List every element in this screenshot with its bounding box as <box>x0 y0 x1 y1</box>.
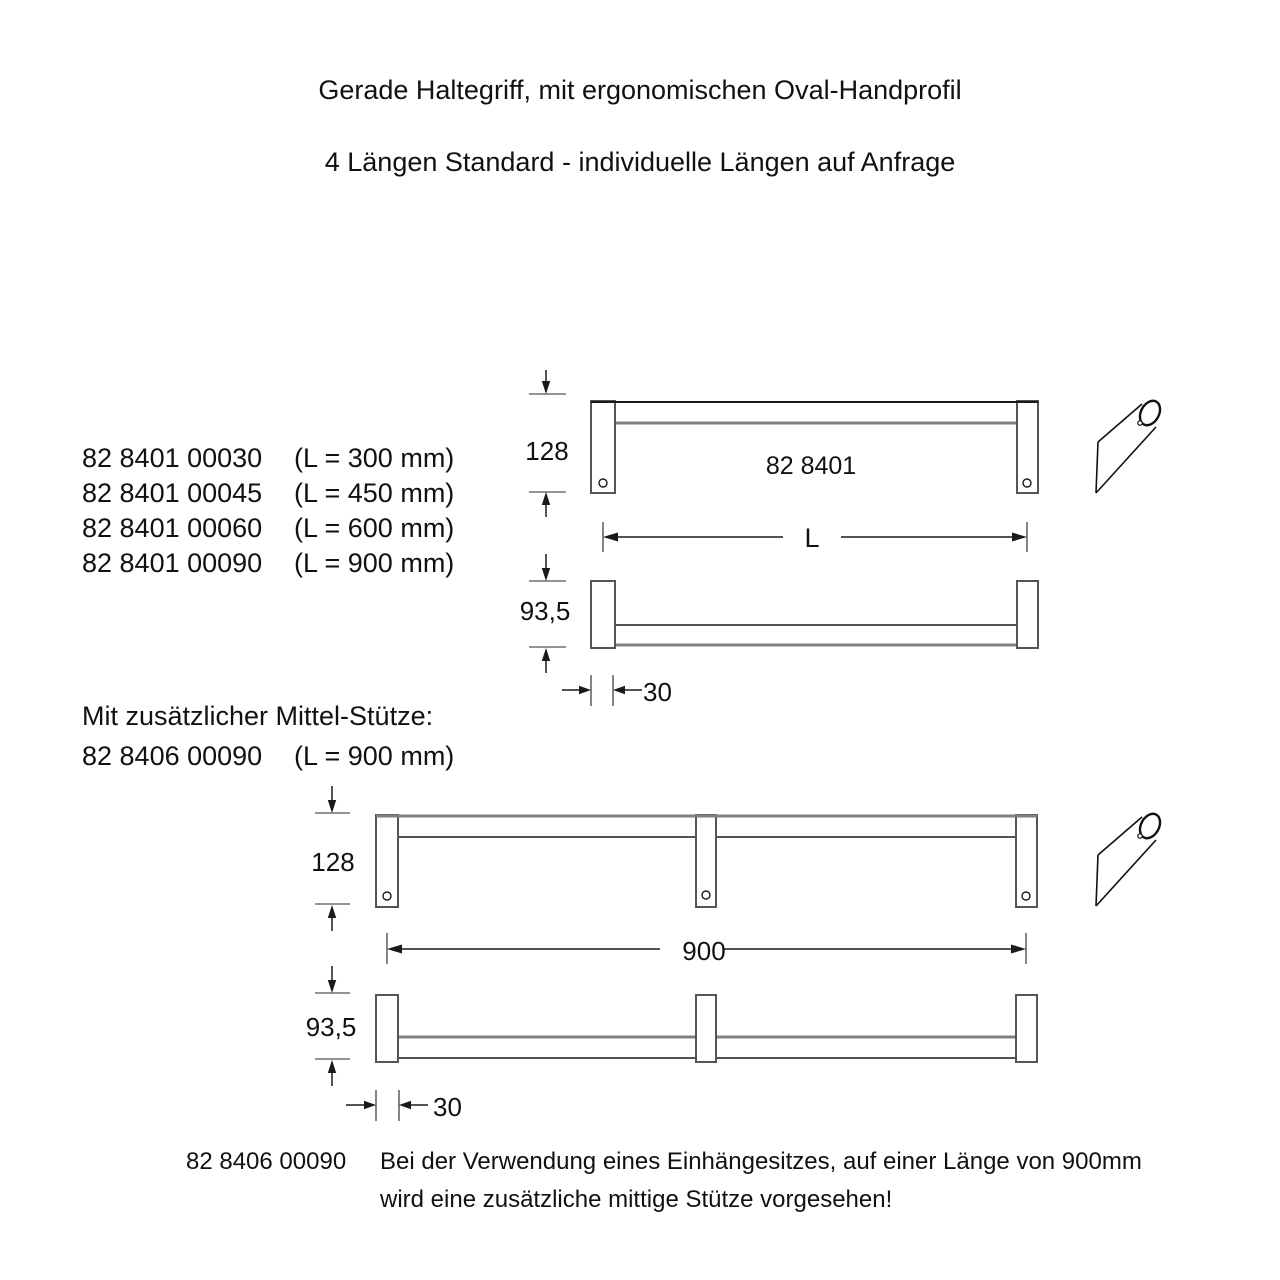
product-length: (L = 900 mm) <box>294 548 455 578</box>
screw-hole <box>1023 479 1031 487</box>
screw-hole <box>1022 892 1030 900</box>
dim-label-length: L <box>804 523 820 553</box>
left-post <box>376 995 398 1062</box>
dim-label-height: 128 <box>311 847 355 877</box>
product-length: (L = 600 mm) <box>294 513 455 543</box>
page-title: Gerade Haltegriff, mit ergonomischen Oval-Handprofil <box>318 75 962 105</box>
right-post <box>1016 995 1037 1062</box>
note-text <box>380 1143 1142 1219</box>
dim-label-post-width: 30 <box>433 1092 462 1122</box>
product-list <box>82 441 454 581</box>
right-post <box>1017 581 1038 648</box>
product-code: 82 8401 00090 <box>82 548 263 578</box>
screw-hole <box>702 891 710 899</box>
product-code: 82 8401 00030 <box>82 443 263 473</box>
dim-30-arrows <box>562 675 642 706</box>
product-length: (L = 300 mm) <box>294 443 455 473</box>
model-number-label: 82 8401 <box>765 452 857 480</box>
note-line-1: Bei der Verwendung eines Einhängesitzes, auf einer Länge von 900mm <box>380 1148 1142 1175</box>
page-subtitle: 4 Längen Standard - individuelle Längen auf Anfrage <box>324 147 956 177</box>
dim-label-depth: 93,5 <box>519 596 571 626</box>
note-product-code: 82 8406 00090 <box>186 1148 347 1175</box>
product-length: (L = 900 mm) <box>294 741 455 771</box>
product-code: 82 8401 00045 <box>82 478 263 508</box>
front-view <box>376 815 1037 907</box>
dim-label-height: 128 <box>525 436 569 466</box>
product-code: 82 8401 00060 <box>82 513 263 543</box>
screw-hole <box>599 479 607 487</box>
product-list-item <box>82 441 454 476</box>
product-length: (L = 450 mm) <box>294 478 455 508</box>
oval-profile-icon <box>1085 395 1180 505</box>
screw-hole <box>383 892 391 900</box>
mid-support-section <box>82 696 454 776</box>
note-line-2: wird eine zusätzliche mittige Stütze vorgesehen! <box>380 1186 893 1213</box>
product-list-item <box>82 511 454 546</box>
top-view <box>591 581 1038 648</box>
product-list-item <box>82 546 454 581</box>
product-list-item <box>82 476 454 511</box>
drawing-8406 <box>300 780 1200 1130</box>
oval-profile-icon <box>1085 808 1180 918</box>
mid-support-item <box>82 736 454 776</box>
left-post <box>591 581 615 648</box>
dim-label-post-width: 30 <box>643 677 672 707</box>
mid-support-heading: Mit zusätzlicher Mittel-Stütze: <box>82 701 434 731</box>
top-view <box>376 995 1037 1062</box>
dim-label-depth: 93,5 <box>305 1012 357 1042</box>
middle-post <box>696 995 716 1062</box>
dim-30-arrows <box>346 1090 428 1121</box>
dim-label-length: 900 <box>682 936 726 966</box>
product-code: 82 8406 00090 <box>82 741 263 771</box>
